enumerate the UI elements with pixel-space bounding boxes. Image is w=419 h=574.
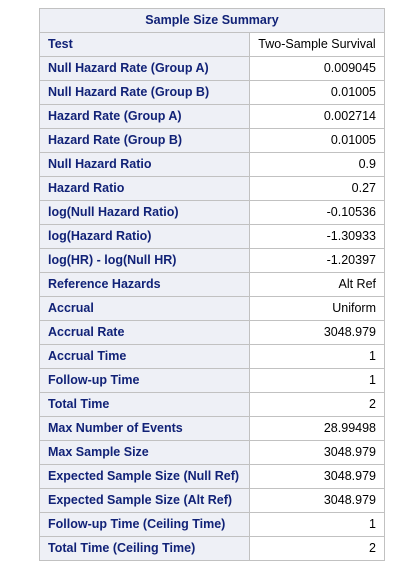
row-value: 3048.979 — [250, 465, 385, 489]
row-label: Accrual Time — [40, 345, 250, 369]
table-row — [40, 225, 385, 249]
row-value: 1 — [250, 369, 385, 393]
table-row — [40, 249, 385, 273]
table-row — [40, 81, 385, 105]
row-value: 3048.979 — [250, 321, 385, 345]
row-label: Null Hazard Ratio — [40, 153, 250, 177]
row-label: log(Hazard Ratio) — [40, 225, 250, 249]
table-row — [40, 297, 385, 321]
row-value: 28.99498 — [250, 417, 385, 441]
table-title: Sample Size Summary — [40, 9, 385, 33]
table-row — [40, 369, 385, 393]
table-row — [40, 153, 385, 177]
row-label: Hazard Rate (Group A) — [40, 105, 250, 129]
row-value: -1.20397 — [250, 249, 385, 273]
row-label: Accrual Rate — [40, 321, 250, 345]
row-label: Null Hazard Rate (Group B) — [40, 81, 250, 105]
row-label: Follow-up Time (Ceiling Time) — [40, 513, 250, 537]
row-value: 2 — [250, 537, 385, 561]
table-row — [40, 33, 385, 57]
row-label: log(HR) - log(Null HR) — [40, 249, 250, 273]
row-value: 0.9 — [250, 153, 385, 177]
row-value: -1.30933 — [250, 225, 385, 249]
row-label: Total Time — [40, 393, 250, 417]
row-label: Expected Sample Size (Alt Ref) — [40, 489, 250, 513]
table-row — [40, 417, 385, 441]
row-label: Expected Sample Size (Null Ref) — [40, 465, 250, 489]
table-row — [40, 129, 385, 153]
row-value: 0.01005 — [250, 81, 385, 105]
row-label: Follow-up Time — [40, 369, 250, 393]
row-value: 1 — [250, 513, 385, 537]
row-value: -0.10536 — [250, 201, 385, 225]
row-value: Two-Sample Survival — [250, 33, 385, 57]
row-value: 0.002714 — [250, 105, 385, 129]
row-value: Uniform — [250, 297, 385, 321]
row-label: Accrual — [40, 297, 250, 321]
row-label: Null Hazard Rate (Group A) — [40, 57, 250, 81]
row-value: 0.01005 — [250, 129, 385, 153]
row-value: Alt Ref — [250, 273, 385, 297]
table-row — [40, 465, 385, 489]
row-value: 2 — [250, 393, 385, 417]
table-row — [40, 321, 385, 345]
table-row — [40, 345, 385, 369]
row-value: 0.009045 — [250, 57, 385, 81]
table-row — [40, 177, 385, 201]
table-row — [40, 273, 385, 297]
sample-size-summary-table — [39, 8, 385, 561]
row-label: Max Number of Events — [40, 417, 250, 441]
row-label: Max Sample Size — [40, 441, 250, 465]
row-label: Hazard Ratio — [40, 177, 250, 201]
table-row — [40, 201, 385, 225]
row-label: Reference Hazards — [40, 273, 250, 297]
table-row — [40, 537, 385, 561]
table-row — [40, 57, 385, 81]
row-value: 1 — [250, 345, 385, 369]
table-row — [40, 105, 385, 129]
table-row — [40, 489, 385, 513]
table-row — [40, 441, 385, 465]
row-value: 3048.979 — [250, 441, 385, 465]
row-label: Test — [40, 33, 250, 57]
row-label: Total Time (Ceiling Time) — [40, 537, 250, 561]
row-value: 0.27 — [250, 177, 385, 201]
table-body — [40, 33, 385, 561]
table-title-row — [40, 9, 385, 33]
row-value: 3048.979 — [250, 489, 385, 513]
row-label: Hazard Rate (Group B) — [40, 129, 250, 153]
table-row — [40, 513, 385, 537]
table-row — [40, 393, 385, 417]
row-label: log(Null Hazard Ratio) — [40, 201, 250, 225]
